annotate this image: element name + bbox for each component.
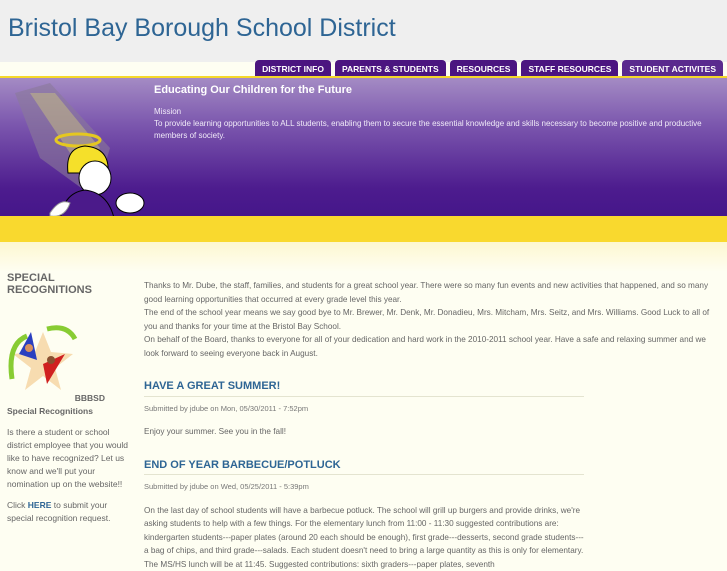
post-title[interactable]: HAVE A GREAT SUMMER!	[144, 380, 584, 397]
tab-resources[interactable]: RESOURCES	[450, 60, 518, 77]
post-body: Enjoy your summer. See you in the fall!	[144, 425, 584, 439]
tab-student-activities[interactable]: STUDENT ACTIVITES	[622, 60, 723, 77]
intro-paragraph: On behalf of the Board, thanks to everyone for all of your dedication and hard work in the 2010-2011 school year. Have a safe and relaxing summer and we look forward to seeing everyone back in August.	[144, 333, 719, 360]
angel-mascot-image	[0, 78, 160, 228]
here-link[interactable]: HERE	[28, 500, 52, 510]
recognition-image	[7, 324, 79, 394]
tab-district-info[interactable]: DISTRICT INFO	[255, 60, 331, 77]
sidebar-subtitle: Special Recognitions	[7, 405, 132, 418]
main-content	[144, 279, 719, 571]
mission	[154, 106, 714, 142]
mission-text: To provide learning opportunities to ALL students, enabling them to secure the essential knowledge and skills necessary to become positive and productive members of society.	[154, 118, 714, 142]
sidebar-click-text	[7, 499, 132, 525]
image-caption: BBBSD	[7, 392, 132, 405]
site-title[interactable]: Bristol Bay Borough School District	[8, 14, 396, 43]
click-post: to submit your special recognition request.	[7, 500, 110, 523]
sidebar-text: Is there a student or school district employee that you would like to have recognized? Let us know and we'll put your nomination up on the website!!	[7, 426, 132, 491]
slogan: Educating Our Children for the Future	[154, 84, 352, 96]
post-meta: Submitted by jdube on Mon, 05/30/2011 - 7:52pm	[144, 402, 719, 416]
main-nav	[255, 60, 723, 77]
tab-staff-resources[interactable]: STAFF RESOURCES	[521, 60, 618, 77]
intro-paragraph: The end of the school year means we say good bye to Mr. Brewer, Mr. Denk, Mr. Donadieu, Mrs. Mitcham, Mrs. Seitz, and Mrs. Williams. Good Luck to all of you and thanks for your time at the Bristol Bay School.	[144, 306, 719, 333]
tab-parents-students[interactable]: PARENTS & STUDENTS	[335, 60, 446, 77]
fade	[0, 242, 727, 272]
sidebar	[7, 272, 132, 525]
mission-label: Mission	[154, 106, 714, 118]
post-meta: Submitted by jdube on Wed, 05/25/2011 - 5:39pm	[144, 480, 719, 494]
header	[0, 0, 727, 62]
post	[144, 380, 719, 439]
post	[144, 459, 719, 571]
yellow-band	[0, 216, 727, 242]
intro-paragraph: Thanks to Mr. Dube, the staff, families, and students for a great school year. There were so many fun events and new activities that happened, and so many good learning opportunities that occurred at every grade level this year.	[144, 279, 719, 306]
post-title[interactable]: END OF YEAR BARBECUE/POTLUCK	[144, 459, 584, 476]
sidebar-title: SPECIAL RECOGNITIONS	[7, 272, 132, 296]
click-pre: Click	[7, 500, 28, 510]
post-body: On the last day of school students will have a barbecue potluck. The school will grill up burgers and provide drinks, we're asking students to help with a few things. For the elementary lunch from 11:00 - 11:30 suggested contributions are: kindergarten students---paper plates (around 20 each should be enough), first grade---desserts, second grade students---a bag of chips, and third grade---salads. Each student doesn't need to bring a large quantity as this is only for elementary. The MS/HS lunch will be at 11:45. Suggested contributions: sixth graders---paper plates, seventh	[144, 504, 584, 571]
